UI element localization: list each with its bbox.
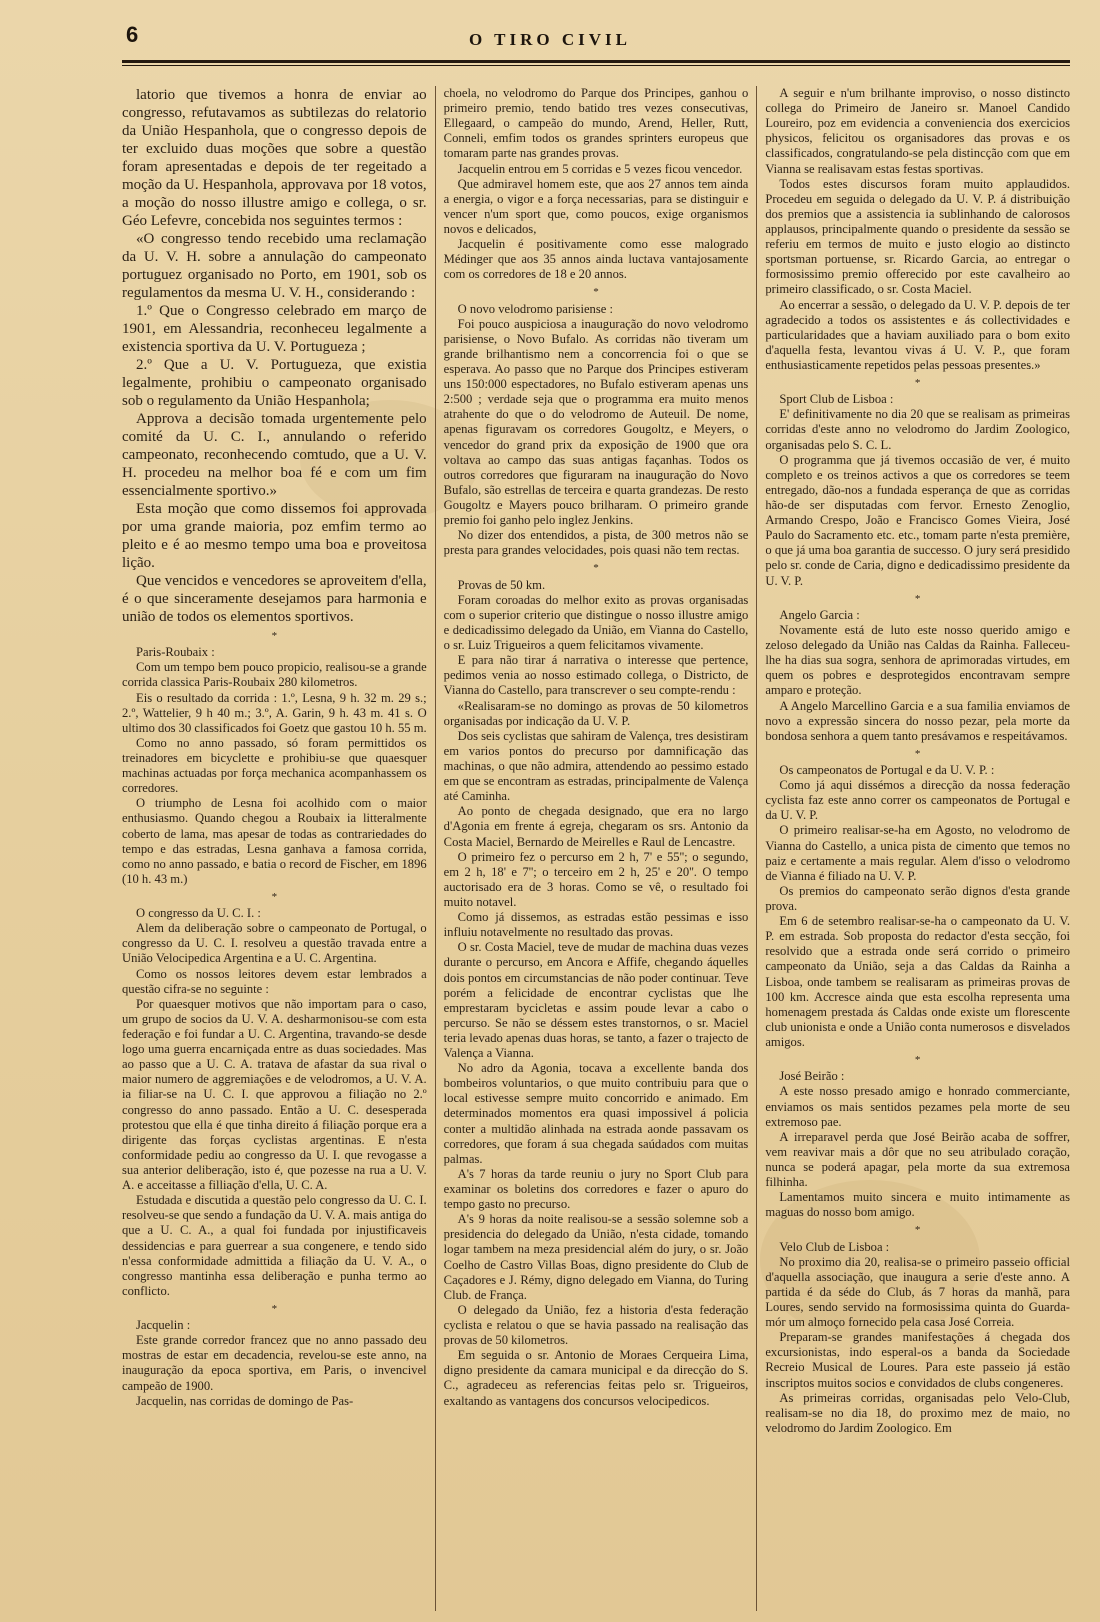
page-header (0, 0, 1100, 70)
paragraph: Foram coroadas do melhor exito as provas organisadas com o superior criterio que distingue o nosso illustre amigo e dedicadissimo delegado da União, em Vianna do Castello, o sr. Luiz Trigueiros a quem felicitamos vivamente. (443, 592, 749, 653)
paragraph: Este grande corredor francez que no anno passado deu mostras de estar em decadencia, revelou-se este anno, na inauguração da epoca sportiva, em Paris, o invencivel campeão de 1900. (122, 1333, 427, 1393)
paragraph: Estudada e discutida a questão pelo congresso da U. C. I. resolveu-se que sendo a fundação da U. V. A. mais antiga do que a U. C. A., a qual foi fundada por injustificaveis dessidencias e para guerrear a sua congenere, e tendo sido n'essa conformidade admittida a filiação da U. V. A., o congresso mantinha essa deliberação e punha termo ao conflicto. (122, 1193, 427, 1298)
paragraph: Dos seis cyclistas que sahiram de Valença, tres desistiram em varios pontos do precurso por damnificação das machinas, o que não admira, attendendo ao pessimo estado em que se encontram as estradas, principalmente de Valença até Caminha. (443, 728, 749, 804)
section-heading: O congresso da U. C. I. : (136, 906, 261, 921)
section-heading: Velo Club de Lisboa : (779, 1239, 890, 1254)
paragraph: Esta moção que como dissemos foi approvada por uma grande maioria, poz emfim termo ao pleito e é ao mesmo tempo uma boa e proveitosa lição. (122, 501, 427, 571)
paragraph: O primeiro realisar-se-ha em Agosto, no velodromo de Vianna do Castello, a unica pista de cimento que temos no paiz e certamente a mais regular. Alem d'isso o velodromo de Vianna é filiado na U. V. P. (765, 823, 1071, 883)
paragraph: Jacquelin é positivamente como esse malogrado Médinger que aos 35 annos ainda luctava vantajosamente com os corredores de 18 e 20 annos. (443, 237, 749, 282)
paragraph: Alem da deliberação sobre o campeonato de Portugal, o congresso da U. C. I. resolveu a questão travada entre a União Velocipedica Argentina e a U. C. Argentina. (122, 921, 427, 966)
paragraph: O programma que já tivemos occasião de ver, é muito completo e os treinos activos a que os corredores se teem entregado, dão-nos a fundada esperança de que as corridas hão-de ser disputadas com fervor. Ernesto Zenoglio, Armando Crespo, João e Francisco Gomes Vieira, José Paulo do Sacramento etc. etc., tomam parte n'esta première, o que já uma boa garantia de successo. O jury será presidido pelo sr. conde de Caria, digno e dedicadissimo presidente da U. V. P. (765, 452, 1071, 588)
paragraph: As primeiras corridas, organisadas pelo Velo-Club, realisam-se no dia 18, do proximo mez de maio, no velodromo do Jardim Zoologico. Em (765, 1390, 1071, 1435)
paragraph: «Realisaram-se no domingo as provas de 50 kilometros organisadas por indicação da U. V. P. (443, 698, 749, 728)
section-separator: * (271, 1302, 278, 1315)
header-rule-thick (122, 60, 1070, 63)
paragraph: Lamentamos muito sincera e muito intimamente as maguas do nosso bom amigo. (765, 1190, 1071, 1220)
page-number: 6 (126, 22, 139, 47)
paragraph: A's 7 horas da tarde reuniu o jury no Sport Club para examinar os boletins dos corredores e fazer o apuro do tempo gasto no precurso. (443, 1166, 749, 1212)
column-1 (122, 86, 435, 1611)
article-columns (122, 86, 1070, 1611)
section-heading: Sport Club de Lisboa : (779, 392, 894, 407)
section-heading: Os campeonatos de Portugal e da U. V. P. : (779, 763, 995, 778)
paragraph: Ao ponto de chegada designado, que era no largo d'Agonia em frente á egreja, chegaram os srs. Antonio da Costa Maciel, Bernardo de Meirelles e Raul de Lencastre. (443, 804, 749, 849)
section-separator: * (593, 562, 599, 575)
paragraph: A este nosso presado amigo e honrado commerciante, enviamos os mais sentidos pezames pela morte de seu extremoso pae. (765, 1084, 1071, 1129)
paragraph: Em seguida o sr. Antonio de Moraes Cerqueira Lima, digno presidente da camara municipal e da direcção do S. C., agradeceu as referencias feitas pelo sr. Trigueiros, exaltando as vantagens dos concursos velocipedicos. (443, 1348, 749, 1408)
section-heading: Jacquelin : (136, 1318, 191, 1333)
section-separator: * (914, 377, 921, 390)
column-3 (756, 86, 1070, 1611)
paragraph: Que vencidos e vencedores se aproveitem d'ella, é o que sinceramente desejamos para harmonia e união de todos os elementos sportivos. (122, 573, 427, 625)
paragraph: Como já aqui dissémos a direcção da nossa federação cyclista faz este anno correr os campeonatos de Portugal e da U. V. P. (765, 778, 1071, 823)
paragraph: 1.º Que o Congresso celebrado em março de 1901, em Alessandria, reconheceu legalmente a existencia sportiva da U. V. Portugueza ; (122, 303, 427, 355)
paragraph: Jacquelin entrou em 5 corridas e 5 vezes ficou vencedor. (457, 161, 743, 176)
paragraph: «O congresso tendo recebido uma reclamação da U. V. H. sobre a annulação do campeonato portuguez organisado no Porto, em 1901, sob os regulamentos da mesma U. V. H., considerando : (122, 231, 427, 301)
section-separator: * (914, 1054, 921, 1067)
section-separator: * (271, 630, 278, 642)
paragraph: No dizer dos entendidos, a pista, de 300 metros não se presta para grandes velocidades, pois quasi não tem rectas. (443, 528, 749, 558)
section-separator: * (914, 592, 921, 605)
paragraph: 2.º Que a U. V. Portugueza, que existia legalmente, prohibiu o campeonato organisado sob o regulamento da União Hespanhola; (122, 357, 427, 409)
section-heading: José Beirão : (779, 1069, 845, 1084)
paragraph: Que admiravel homem este, que aos 27 annos tem ainda a energia, o vigor e a força necessarias, para se distinguir e vencer n'um sport que, como poucos, exige organismos novos e delicados, (443, 176, 749, 236)
paragraph: Como já dissemos, as estradas estão pessimas e isso influiu notavelmente no resultado das provas. (443, 910, 749, 940)
header-rule-thin (122, 65, 1070, 66)
paragraph: Jacquelin, nas corridas de domingo de Pas- (136, 1393, 354, 1408)
paragraph: O delegado da União, fez a historia d'esta federação cyclista e relatou o que se havia passado na realisação das provas de 50 kilometros. (443, 1302, 749, 1348)
section-heading: Paris-Roubaix : (136, 645, 215, 660)
paragraph: A seguir e n'um brilhante improviso, o nosso distincto collega do Primeiro de Janeiro sr. Manoel Candido Loureiro, poz em evidencia a conveniencia dos exercicios physicos, felicitou os organisadores das provas e os classificados, congratulando-se pela distincção com que em Vianna se realisavam estas festas sportivas. (765, 86, 1071, 176)
paragraph: Foi pouco auspiciosa a inauguração do novo velodromo parisiense, o Novo Bufalo. As corridas não tiveram um grande brilhantismo nem a concorrencia foi o que se esperava. Ao passo que no Parque dos Principes estiveram uns 150:000 espectadores, no Bufalo estiveram apenas uns 2:500 ; verdade seja que o programma era muito menos atrahente do que o do velodromo de Auteuil. De nome, apenas figuravam os corredores Gougoltz, e Meyers, o vencedor do grand prix da exposição de 1900 que ora voltava ao campo das suas antigas façanhas. Todos os outros corredores que figuraram na inauguração do Novo Bufalo, são estrellas de terceira e quarta grandezas. De resto Gougoltz e Mayers pouco brilharam. O primeiro grande premio foi ganho pelo inglez Jenkins. (443, 316, 749, 528)
paragraph: choela, no velodromo do Parque dos Principes, ganhou o primeiro premio, tendo batido tres vezes consecutivas, Ellegaard, o campeão do mundo, Arend, Heller, Rutt, Conneli, emfim todos os grandes sprinters europeus que tomaram parte nas grandes provas. (443, 86, 749, 161)
section-separator: * (914, 747, 921, 760)
paragraph: Ao encerrar a sessão, o delegado da U. V. P. depois de ter agradecido a todos os assistentes e ás collectividades e particularidades que a haviam auxiliado para o bom exito d'aquella festa, levantou vivas á U. V. P., que foram enthusiasticamente repetidos pelas pessoas presentes.» (765, 297, 1071, 372)
section-separator: * (914, 1224, 921, 1237)
paragraph: E para não tirar á narrativa o interesse que pertence, pedimos venia ao nosso estimado collega, o Districto, de Vianna do Castello, para transcrever o seu compte-rendu : (443, 653, 749, 698)
paragraph: Eis o resultado da corrida : 1.º, Lesna, 9 h. 32 m. 29 s.; 2.º, Wattelier, 9 h 40 m.; 3.º, A. Garin, 9 h. 43 m. 41 s. O ultimo dos 30 classificados foi Goetz que gastou 10 h. 55 m. (122, 690, 427, 735)
paragraph: E' definitivamente no dia 20 que se realisam as primeiras corridas d'este anno no velodromo do Jardim Zoologico, organisadas pelo S. C. L. (765, 407, 1071, 452)
section-heading: Angelo Garcia : (779, 607, 860, 622)
paragraph: Approva a decisão tomada urgentemente pelo comité da U. C. I., annulando o referido campeonato, reconhecendo comtudo, que a U. V. H. procedeu na melhor boa fé e com um fim essencialmente sportivo.» (122, 411, 427, 499)
paragraph: Em 6 de setembro realisar-se-ha o campeonato da U. V. P. em estrada. Sob proposta do redactor d'esta secção, foi resolvido que a estrada onde será corrido o primeiro campeonato da União, seja a das Caldas da Rainha a Lisboa, onde tambem se realisaram as primeiras provas de 100 km. Accresce ainda que esta escolha representa uma homenagem prestada ás Caldas onde existe um florescente club unionista e onde a União conta numerosos e disvelados amigos. (765, 914, 1071, 1050)
paragraph: O sr. Costa Maciel, teve de mudar de machina duas vezes durante o percurso, em Ancora e Affife, chegando áquelles dois pontos em circumstancias de não poder continuar. Teve porém a felicidade de encontrar cyclistas que lhe emprestaram bycicletas e assim poude levar a cabo o percurso. Se não se déssem estes transtornos, o sr. Maciel teria levado apenas duas horas, se tanto, a fazer o trajecto de Valença a Vianna. (443, 940, 749, 1061)
paragraph: Preparam-se grandes manifestações á chegada dos excursionistas, indo esperal-os a banda da Sociedade Recreio Musical de Loures. Para este passeio já estão inscriptos muitos socios e convidados de clubs congeneres. (765, 1330, 1071, 1390)
paragraph: O triumpho de Lesna foi acolhido com o maior enthusiasmo. Quando chegou a Roubaix ia litteralmente coberto de lama, mas apesar de todas as contrariedades do tempo e das estradas, Lesna ganhava a famosa corrida, como no anno passado, e batia o record de Fischer, em 1896 (10 h. 43 m.) (122, 796, 427, 886)
section-separator: * (593, 286, 599, 299)
paragraph: O primeiro fez o percurso em 2 h, 7' e 55''; o segundo, em 2 h, 18' e 7''; o terceiro em 2 h, 25' e 20''. O tempo auctorisado era de 3 horas. Como se vê, o resultado foi muito notavel. (443, 849, 749, 909)
paragraph: A's 9 horas da noite realisou-se a sessão solemne sob a presidencia do delegado da União, n'esta cidade, tomando logar tambem na meza presidencial além do jury, o sr. João Coelho de Castro Villas Boas, digno presidente do Club de Caçadores e J. Rémy, digno delegado em Vianna, do Turing Club. de França. (443, 1212, 749, 1302)
paragraph: Com um tempo bem pouco propicio, realisou-se a grande corrida classica Paris-Roubaix 280 kilometros. (122, 660, 427, 690)
column-2 (435, 86, 757, 1611)
paragraph: Os premios do campeonato serão dignos d'esta grande prova. (765, 883, 1071, 914)
section-separator: * (271, 890, 278, 903)
paragraph: Por quaesquer motivos que não importam para o caso, um grupo de socios da U. V. A. desharmonisou-se com esta federação e foi fundar a U. C. Argentina, travando-se desde logo uma guerra encarniçada entre as duas sociedades. Mas ao passo que a U. C. A. tratava de afastar da sua rival o maior numero de aggremiações e de velodromos, a U. V. A. ia filiar-se na U. C. I. que approvou a filiação no 2.º congresso do anno passado. Então a U. C. desesperada protestou que ella é que tinha direito á filiação porque era a dirigente das forças cyclistas argentinas. E n'esta conformidade pediu ao congresso da U. I. que revogasse a sua anterior deliberação, isto é, que pozesse na rua a U. V. A. e acceitasse a filliação d'ella, U. C. A. (122, 996, 427, 1193)
paragraph: A Angelo Marcellino Garcia e a sua familia enviamos de novo a expressão sincera do nosso pezar, pela morte da bondosa senhora a quem tanto presávamos e respeitávamos. (765, 698, 1071, 743)
paragraph: Todos estes discursos foram muito applaudidos. Procedeu em seguida o delegado da U. V. P. á distribuição dos premios que a assistencia ia sublinhando de calorosos applausos, principalmente quando o presidente da sessão se referiu em termos de muito e justo elogio ao distincto sportsman portuense, sr. Ricardo Garcia, ao entregar o formosissimo premio offerecido por este cavalheiro ao primeiro classificado, o sr. Costa Maciel. (765, 176, 1071, 297)
paragraph: No proximo dia 20, realisa-se o primeiro passeio official d'aquella associação, que inaugura a serie d'este anno. A partida é da séde do Club, ás 7 horas da manhã, para Loures, sendo servido na formosissima quinta do Guarda-mór um almoço fornecido pela casa José Correia. (765, 1254, 1071, 1330)
paragraph: No adro da Agonia, tocava a excellente banda dos bombeiros voluntarios, o que muito contribuiu para que o local estivesse sempre muito concorrido e animado. Em determinados momentos era quasi impossivel á policia conter a multidão alinhada na estrada aonde passavam os corredores, que foram á sua chegada saúdados com muitas palmas. (443, 1061, 749, 1166)
masthead-title: O TIRO CIVIL (469, 30, 631, 49)
paragraph: latorio que tivemos a honra de enviar ao congresso, refutavamos as subtilezas do relatorio da União Hespanhola, que o congresso depois de ter excluido duas moções que sobre a questão foram apresentadas e depois de ter regeitado a moção da U. Hespanhola, approvava por 18 votos, a moção do nosso illustre amigo e collega, o sr. Géo Lefevre, concebida nos seguintes termos : (122, 87, 427, 229)
paragraph: Como os nossos leitores devem estar lembrados a questão cifra-se no seguinte : (122, 966, 427, 996)
section-heading: Provas de 50 km. (457, 577, 546, 592)
paragraph: A irreparavel perda que José Beirão acaba de soffrer, vem reavivar mais a dôr que no seu atribulado coração, nunca se poderá apagar, pela morte da sua extremosa filhinha. (765, 1129, 1071, 1190)
paragraph: Novamente está de luto este nosso querido amigo e zeloso delegado da União nas Caldas da Rainha. Falleceu-lhe ha dias sua sogra, senhora de aprimoradas virtudes, em quem os pobres e desprotegidos encontravam sempre amparo e proteção. (765, 622, 1071, 698)
paragraph: Como no anno passado, só foram permittidos os treinadores em bicyclette e prohibiu-se que quaesquer machinas actuadas por força mechanica acompanhassem os corredores. (122, 735, 427, 796)
section-heading: O novo velodromo parisiense : (457, 301, 613, 316)
